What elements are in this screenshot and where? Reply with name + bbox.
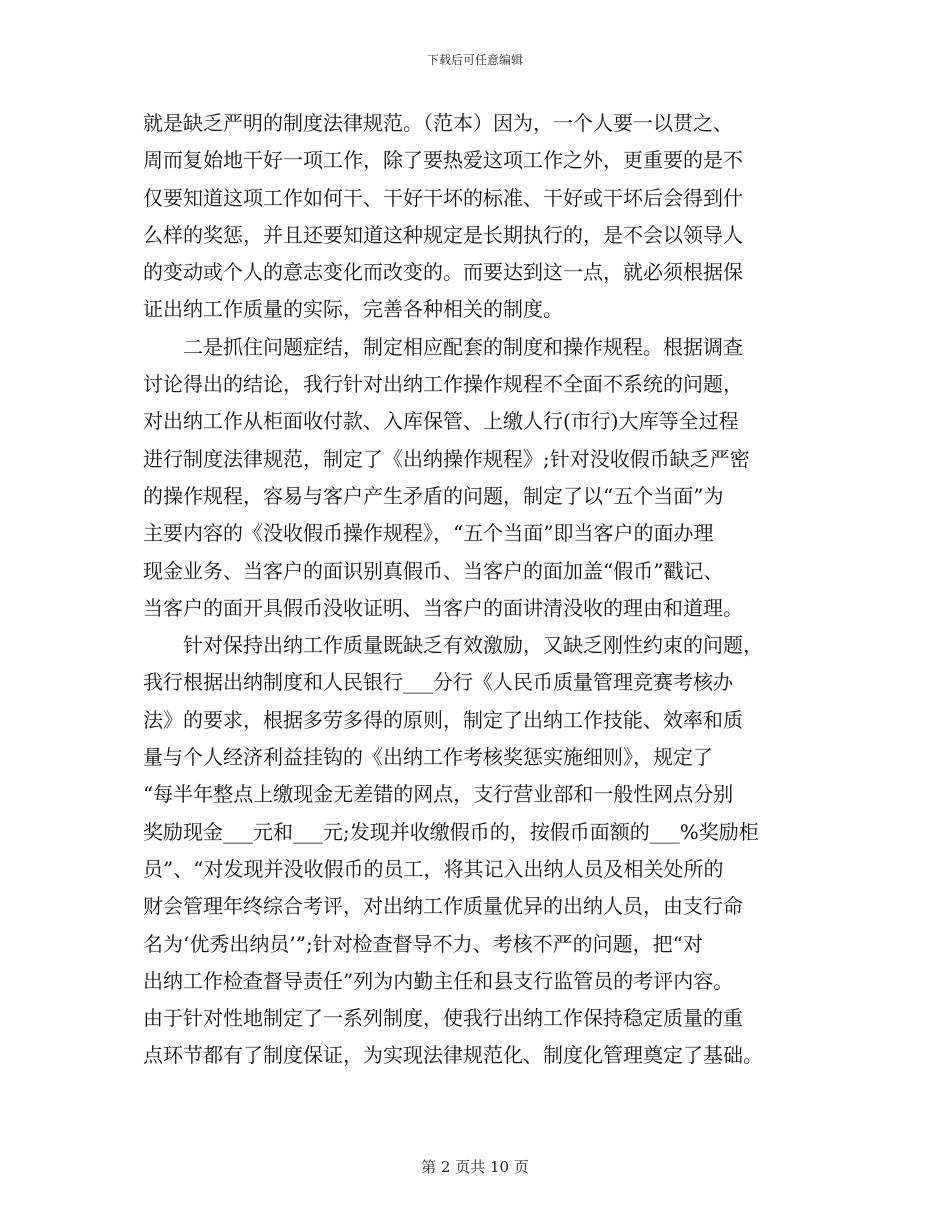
body-line: 名为‘优秀出纳员’”;针对检查督导不力、考核不严的问题，把“对 <box>143 931 703 956</box>
body-line: 由于针对性地制定了一系列制度，使我行出纳工作保持稳定质量的重 <box>143 1006 743 1031</box>
body-line: 讨论得出的结论，我行针对出纳工作操作规程不全面不系统的问题， <box>143 372 743 397</box>
body-line: 出纳工作检查督导责任”列为内勤主任和县支行监管员的考评内容。 <box>143 968 734 993</box>
body-line: 就是缺乏严明的制度法律规范。（范本）因为，一个人要一以贯之、 <box>143 111 733 135</box>
body-line: 么样的奖惩，并且还要知道这种规定是长期执行的，是不会以领导人 <box>143 222 743 247</box>
body-line: 的操作规程，容易与客户产生矛盾的问题，制定了以“五个当面”为 <box>143 483 724 508</box>
body-line: 我行根据出纳制度和人民银行___分行《人民币质量管理竞赛考核办 <box>143 670 733 695</box>
body-line: 证出纳工作质量的实际，完善各种相关的制度。 <box>143 297 563 322</box>
body-line: 仅要知道这项工作如何干、干好干坏的标准、干好或干坏后会得到什 <box>143 185 743 210</box>
document-body <box>143 105 813 1075</box>
page-header: 下载后可任意编辑 <box>426 53 523 67</box>
body-line: 当客户的面开具假币没收证明、当客户的面讲清没收的理由和道理。 <box>143 595 743 620</box>
body-line: 进行制度法律规范，制定了《出纳操作规程》;针对没收假币缺乏严密 <box>143 446 750 471</box>
body-line: 针对保持出纳工作质量既缺乏有效激励，又缺乏刚性约束的问题， <box>143 633 763 658</box>
body-line: 法》的要求，根据多劳多得的原则，制定了出纳工作技能、效率和质 <box>143 707 743 732</box>
body-line: 财会管理年终综合考评，对出纳工作质量优异的出纳人员，由支行命 <box>143 894 743 919</box>
body-line: 二是抓住问题症结，制定相应配套的制度和操作规程。根据调查 <box>143 334 743 359</box>
body-line: 的变动或个人的意志变化而改变的。而要达到这一点，就必须根据保 <box>143 260 743 285</box>
body-line: 奖励现金___元和___元;发现并收缴假币的，按假币面额的___%奖励柜 <box>143 819 759 844</box>
body-line: 员”、“对发现并没收假币的员工，将其记入出纳人员及相关处所的 <box>143 856 724 881</box>
body-line: 现金业务、当客户的面识别真假币、当客户的面加盖“假币”戳记、 <box>143 558 724 583</box>
body-line: “每半年整点上缴现金无差错的网点，支行营业部和一般性网点分别 <box>143 782 734 807</box>
body-line: 对出纳工作从柜面收付款、入库保管、上缴人行(市行)大库等全过程 <box>143 409 739 434</box>
body-line: 周而复始地干好一项工作，除了要热爱这项工作之外，更重要的是不 <box>143 148 743 173</box>
body-line: 点环节都有了制度保证，为实现法律规范化、制度化管理奠定了基础。 <box>143 1043 763 1068</box>
body-line: 主要内容的《没收假币操作规程》，“五个当面”即当客户的面办理 <box>143 521 714 546</box>
body-line: 量与个人经济利益挂钩的《出纳工作考核奖惩实施细则》，规定了 <box>143 745 713 770</box>
page-number: 第 2 页共 10 页 <box>421 1158 529 1176</box>
